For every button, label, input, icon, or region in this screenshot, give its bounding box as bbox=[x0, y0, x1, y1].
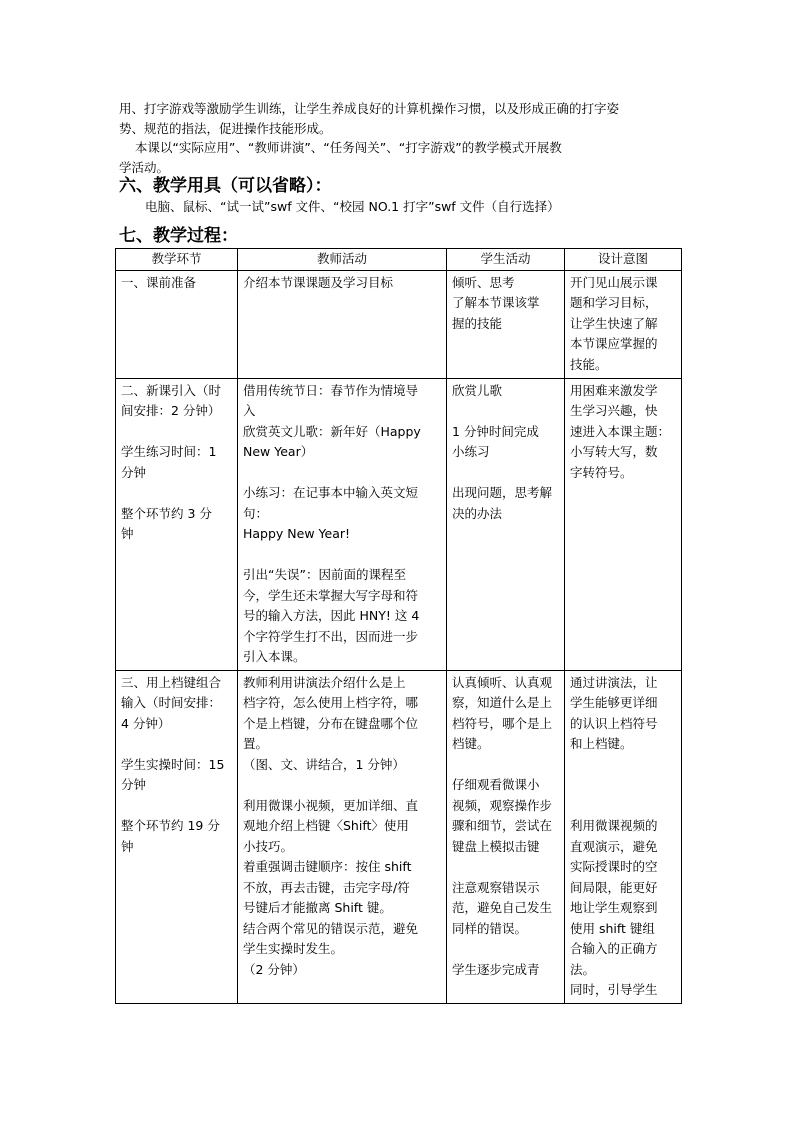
cell-line: 认真倾听、认真观 bbox=[452, 674, 553, 690]
cell-line: 1 分钟时间完成 bbox=[452, 423, 539, 439]
cell-line: （2 分钟） bbox=[243, 961, 305, 977]
header-student-activity: 学生活动 bbox=[447, 249, 565, 271]
stage-cell bbox=[116, 270, 238, 378]
cell-line: 实际授课时的空 bbox=[570, 859, 658, 874]
cell-line: 间局限，能更好 bbox=[570, 879, 658, 895]
intro-line-3: 本课以“实际应用”、“教师讲演”、“任务闯关”、“打字游戏”的教学模式开展教 bbox=[119, 140, 562, 155]
cell-line: 键盘上模拟击键 bbox=[452, 838, 540, 854]
cell-line bbox=[121, 483, 232, 504]
cell-line: 欣赏儿歌 bbox=[452, 382, 503, 398]
cell-line: 不放，再去击键，击完字母/符 bbox=[243, 879, 410, 895]
cell-line: 合输入的正确方 bbox=[570, 941, 658, 956]
student-activity-cell bbox=[447, 270, 565, 378]
cell-line: 借用传统节日：春节作为情境导 bbox=[243, 382, 419, 398]
cell-line: 句： bbox=[243, 505, 269, 521]
cell-line: 题和学习目标， bbox=[570, 295, 658, 310]
cell-line bbox=[243, 775, 441, 796]
cell-line: 学生实操时发生。 bbox=[243, 941, 344, 956]
cell-line: 结合两个常见的错误示范，避免 bbox=[243, 920, 419, 936]
cell-line: 骤和细节，尝试在 bbox=[452, 818, 553, 833]
cell-line: 技能。 bbox=[570, 356, 608, 372]
cell-line: 分钟 bbox=[121, 464, 147, 480]
teacher-activity-cell bbox=[238, 378, 447, 670]
cell-line bbox=[570, 755, 676, 776]
cell-line bbox=[570, 775, 676, 796]
cell-line: 仔细观看微课小 bbox=[452, 777, 540, 792]
cell-line: 一、课前准备 bbox=[121, 274, 197, 290]
cell-line: 速进入本课主题： bbox=[570, 423, 671, 439]
cell-line: 地让学生观察到 bbox=[570, 900, 658, 915]
cell-line: 小写转大写，数 bbox=[570, 444, 658, 459]
cell-line: 着重强调击键顺序：按住 shift bbox=[243, 859, 412, 874]
header-stage: 教学环节 bbox=[116, 249, 238, 271]
design-intent-cell bbox=[565, 378, 682, 670]
cell-line: 钟 bbox=[121, 838, 134, 854]
cell-line: 介绍本节课课题及学习目标 bbox=[243, 274, 394, 290]
teacher-activity-cell bbox=[238, 670, 447, 1003]
section-7-heading: 七、教学过程： bbox=[119, 226, 238, 246]
cell-line: 个字符学生打不出，因而进一步 bbox=[243, 628, 419, 644]
cell-line: 置。 bbox=[243, 736, 269, 751]
intro-line-2: 势、规范的指法，促进操作技能形成。 bbox=[119, 121, 332, 136]
cell-line: 欣赏英文儿歌：新年好（Happy bbox=[243, 423, 421, 439]
cell-line: 让学生快速了解 bbox=[570, 315, 658, 331]
cell-line: 法。 bbox=[570, 961, 596, 977]
cell-line: 决的办法 bbox=[452, 505, 503, 521]
cell-line: 范，避免自己发生 bbox=[452, 900, 553, 915]
cell-line: 利用微课小视频，更加详细、直 bbox=[243, 797, 419, 813]
intro-line-4: 学活动。 bbox=[119, 160, 170, 175]
cell-line bbox=[570, 796, 676, 817]
teacher-activity-cell bbox=[238, 270, 447, 378]
cell-line: 整个环节约 3 分 bbox=[121, 505, 212, 521]
cell-line bbox=[121, 734, 232, 755]
cell-line bbox=[452, 401, 559, 422]
cell-line bbox=[121, 422, 232, 443]
cell-line: 本节课应掌握的 bbox=[570, 336, 658, 351]
cell-line: 字转符号。 bbox=[570, 464, 633, 480]
cell-line: 档键。 bbox=[452, 736, 490, 751]
cell-line: 的认识上档符号 bbox=[570, 715, 658, 731]
cell-line: 三、用上档键组合 bbox=[121, 674, 222, 690]
cell-line: 察，知道什么是上 bbox=[452, 695, 553, 710]
cell-line: 二、新课引入（时 bbox=[121, 382, 222, 398]
cell-line: 直观演示，避免 bbox=[570, 838, 658, 854]
table-row bbox=[116, 670, 682, 1003]
cell-line: （图、文、讲结合，1 分钟） bbox=[243, 756, 405, 772]
cell-line: 小练习 bbox=[452, 444, 490, 459]
cell-line: 号的输入方法，因此 HNY! 这 4 bbox=[243, 608, 420, 623]
design-intent-cell bbox=[565, 670, 682, 1003]
cell-line: 出现问题，思考解 bbox=[452, 485, 553, 500]
cell-line: 握的技能 bbox=[452, 315, 503, 331]
cell-line: 档字符，怎么使用上档字符，哪 bbox=[243, 695, 419, 710]
cell-line: Happy New Year! bbox=[243, 526, 351, 541]
cell-line: 分钟 bbox=[121, 777, 147, 792]
section-6-heading: 六、教学用具（可以省略）： bbox=[119, 176, 332, 196]
table-row bbox=[116, 270, 682, 378]
cell-line: 同样的错误。 bbox=[452, 920, 528, 936]
intro-line-1: 用、打字游戏等激励学生训练，让学生养成良好的计算机操作习惯，以及形成正确的打字姿 bbox=[119, 101, 620, 116]
stage-cell bbox=[116, 670, 238, 1003]
cell-line: 开门见山展示课 bbox=[570, 274, 658, 290]
cell-line: 通过讲演法，让 bbox=[570, 674, 658, 690]
header-teacher-activity: 教师活动 bbox=[238, 249, 447, 271]
cell-line: 观地介绍上档键〈Shift〉使用 bbox=[243, 818, 409, 833]
cell-line: 注意观察错误示 bbox=[452, 879, 540, 895]
cell-line: 4 分钟） bbox=[121, 715, 171, 731]
header-design-intent: 设计意图 bbox=[565, 249, 682, 271]
cell-line: 使用 shift 键组 bbox=[570, 920, 655, 936]
cell-line: 引出“失误”：因前面的课程至 bbox=[243, 567, 406, 582]
design-intent-cell bbox=[565, 270, 682, 378]
teaching-tools: 电脑、鼠标、“试一试”swf 文件、“校园 NO.1 打字”swf 文件（自行选择） bbox=[145, 199, 560, 214]
student-activity-cell bbox=[447, 670, 565, 1003]
table-header-row bbox=[116, 249, 682, 271]
cell-line bbox=[452, 463, 559, 484]
cell-line: 学生逐步完成青 bbox=[452, 961, 540, 977]
cell-line: 利用微课视频的 bbox=[570, 818, 658, 833]
cell-line: 用困难来激发学 bbox=[570, 382, 658, 398]
cell-line: 了解本节课该掌 bbox=[452, 295, 540, 310]
cell-line: 入 bbox=[243, 403, 256, 418]
cell-line: 学生能够更详细 bbox=[570, 695, 658, 710]
cell-line: 小技巧。 bbox=[243, 838, 294, 854]
cell-line: 学生练习时间：1 bbox=[121, 444, 217, 459]
cell-line: 钟 bbox=[121, 526, 134, 541]
cell-line: 同时，引导学生 bbox=[570, 982, 658, 997]
cell-line bbox=[452, 857, 559, 878]
cell-line bbox=[121, 796, 232, 817]
cell-line: 倾听、思考 bbox=[452, 274, 515, 290]
cell-line: 输入（时间安排： bbox=[121, 695, 222, 710]
cell-line: 个是上档键，分布在键盘哪个位 bbox=[243, 715, 419, 731]
stage-cell bbox=[116, 378, 238, 670]
cell-line: 小练习：在记事本中输入英文短 bbox=[243, 485, 419, 500]
cell-line: 学生实操时间：15 bbox=[121, 756, 225, 772]
cell-line: 视频，观察操作步 bbox=[452, 797, 553, 813]
cell-line bbox=[452, 939, 559, 960]
lesson-process-table bbox=[115, 248, 682, 1004]
table-row bbox=[116, 378, 682, 670]
cell-line bbox=[452, 755, 559, 776]
cell-line: 生学习兴趣，快 bbox=[570, 403, 658, 418]
cell-line: New Year） bbox=[243, 444, 314, 459]
cell-line: 间安排：2 分钟） bbox=[121, 403, 221, 418]
student-activity-cell bbox=[447, 378, 565, 670]
cell-line bbox=[243, 545, 441, 566]
cell-line: 引入本课。 bbox=[243, 649, 306, 664]
cell-line: 号键后才能撤离 Shift 键。 bbox=[243, 900, 392, 915]
cell-line: 整个环节约 19 分 bbox=[121, 818, 220, 833]
cell-line: 档符号，哪个是上 bbox=[452, 715, 553, 731]
cell-line: 今，学生还未掌握大写字母和符 bbox=[243, 587, 419, 603]
cell-line: 和上档键。 bbox=[570, 736, 633, 751]
cell-line: 教师利用讲演法介绍什么是上 bbox=[243, 674, 406, 690]
cell-line bbox=[243, 463, 441, 484]
